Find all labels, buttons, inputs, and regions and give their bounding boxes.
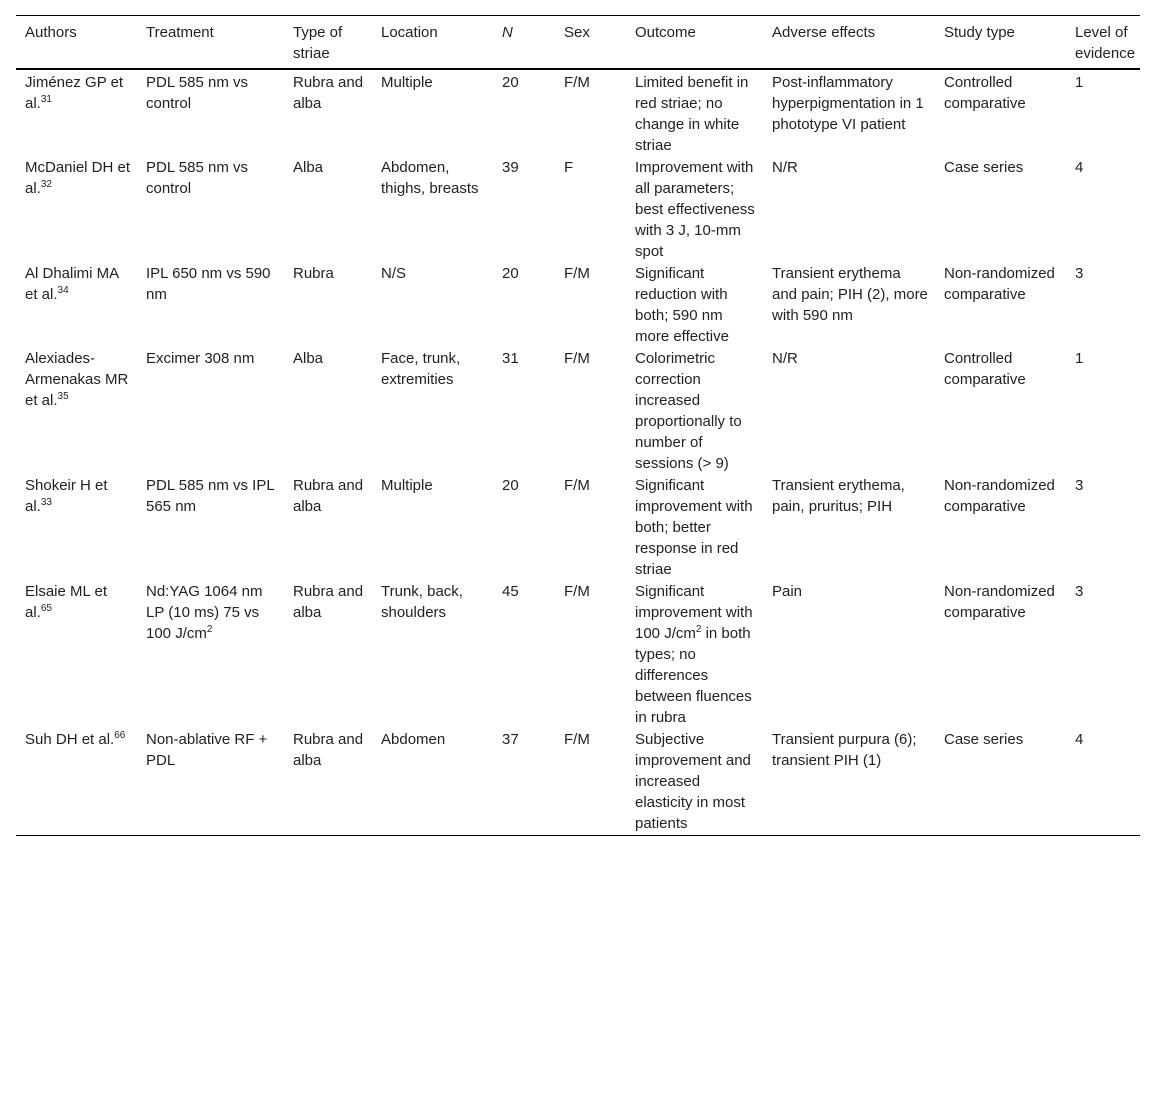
cell-type: Rubra <box>293 265 334 282</box>
cell-treatment: IPL 650 nm vs 590 nm <box>146 265 271 303</box>
cell-type: Alba <box>293 350 324 367</box>
cell-location: Multiple <box>381 477 433 494</box>
evidence-table <box>16 15 1140 836</box>
cell-outcome: Subjective improvement and increased elasticity in most patients <box>635 731 751 832</box>
cell-location: Abdomen, thighs, breasts <box>381 159 479 197</box>
outcome-text-continued: in both types; no differences between fluences in rubra <box>635 625 752 726</box>
cell-level: 3 <box>1075 583 1084 600</box>
cell-authors <box>16 263 137 348</box>
cell-level: 3 <box>1075 477 1084 494</box>
cell-adverse: N/R <box>772 350 798 367</box>
cell-n: 37 <box>502 731 519 748</box>
cell-study-type: Non-randomized comparative <box>944 265 1055 303</box>
cell-adverse: N/R <box>772 159 798 176</box>
table-row <box>16 729 1140 836</box>
cell-adverse: Transient erythema, pain, pruritus; PIH <box>772 477 905 515</box>
author-text: Suh DH et al. <box>25 731 115 748</box>
cell-authors <box>16 157 137 263</box>
cell-n: 45 <box>502 583 519 600</box>
cell-type: Rubra and alba <box>293 583 364 621</box>
reference-number: 31 <box>40 94 52 105</box>
header-adverse: Adverse effects <box>772 24 876 41</box>
cell-sex: F/M <box>564 350 590 367</box>
table-row <box>16 69 1140 157</box>
cell-n: 20 <box>502 74 519 91</box>
cell-outcome: Colorimetric correction increased proportionally to number of sessions (> 9) <box>635 350 742 472</box>
cell-type: Rubra and alba <box>293 74 364 112</box>
cell-level: 4 <box>1075 731 1084 748</box>
cell-sex: F/M <box>564 265 590 282</box>
header-treatment: Treatment <box>146 24 214 41</box>
header-location: Location <box>381 24 438 41</box>
treatment-text: Nd:YAG 1064 nm LP (10 ms) 75 vs 100 J/cm <box>146 583 263 642</box>
cell-location: Trunk, back, shoulders <box>381 583 463 621</box>
cell-adverse: Post-inflammatory hyperpigmentation in 1 phototype VI patient <box>772 74 924 133</box>
cell-outcome: Significant improvement with both; better response in red striae <box>635 477 753 578</box>
table-row <box>16 157 1140 263</box>
cell-location: Face, trunk, extremities <box>381 350 461 388</box>
cell-level: 1 <box>1075 350 1084 367</box>
cell-n: 39 <box>502 159 519 176</box>
header-type: Type of striae <box>293 24 343 62</box>
reference-number: 66 <box>114 730 126 741</box>
cell-n: 31 <box>502 350 519 367</box>
cell-authors <box>16 475 137 581</box>
author-text: Elsaie ML et al. <box>25 583 107 621</box>
author-text: McDaniel DH et al. <box>25 159 131 197</box>
unit-exponent: 2 <box>206 624 213 635</box>
header-outcome: Outcome <box>635 24 696 41</box>
cell-treatment: Excimer 308 nm <box>146 350 255 367</box>
outcome-text: Significant improvement with 100 J/cm <box>635 583 753 642</box>
cell-treatment: Non-ablative RF + PDL <box>146 731 268 769</box>
cell-location: Multiple <box>381 74 433 91</box>
cell-study-type: Non-randomized comparative <box>944 477 1055 515</box>
unit-exponent: 2 <box>695 624 702 635</box>
table-row <box>16 263 1140 348</box>
cell-n: 20 <box>502 265 519 282</box>
cell-study-type: Controlled comparative <box>944 74 1026 112</box>
author-text: Jiménez GP et al. <box>25 74 124 112</box>
reference-number: 33 <box>40 497 52 508</box>
reference-number: 32 <box>40 179 52 190</box>
reference-number: 34 <box>57 285 69 296</box>
cell-study-type: Non-randomized comparative <box>944 583 1055 621</box>
cell-treatment: PDL 585 nm vs control <box>146 74 248 112</box>
cell-outcome: Limited benefit in red striae; no change in white striae <box>635 74 749 154</box>
reference-number: 65 <box>40 603 52 614</box>
cell-sex: F/M <box>564 583 590 600</box>
cell-level: 4 <box>1075 159 1084 176</box>
author-text: Al Dhalimi MA et al. <box>25 265 119 303</box>
cell-outcome <box>626 581 763 729</box>
cell-adverse: Transient erythema and pain; PIH (2), more with 590 nm <box>772 265 928 324</box>
table-row <box>16 475 1140 581</box>
cell-adverse: Transient purpura (6); transient PIH (1) <box>772 731 917 769</box>
cell-study-type: Case series <box>944 159 1024 176</box>
table-row <box>16 348 1140 475</box>
cell-sex: F/M <box>564 477 590 494</box>
cell-treatment <box>137 581 284 729</box>
header-sex: Sex <box>564 24 590 41</box>
cell-type: Rubra and alba <box>293 731 364 769</box>
header-study-type: Study type <box>944 24 1015 41</box>
cell-type: Rubra and alba <box>293 477 364 515</box>
cell-n: 20 <box>502 477 519 494</box>
cell-location: N/S <box>381 265 407 282</box>
reference-number: 35 <box>57 391 69 402</box>
table-row <box>16 581 1140 729</box>
cell-type: Alba <box>293 159 324 176</box>
cell-sex: F/M <box>564 731 590 748</box>
cell-authors <box>16 348 137 475</box>
cell-treatment: PDL 585 nm vs control <box>146 159 248 197</box>
cell-level: 3 <box>1075 265 1084 282</box>
cell-sex: F <box>564 159 574 176</box>
header-n: N <box>502 24 513 41</box>
cell-authors <box>16 69 137 157</box>
header-level: Level of evidence <box>1075 24 1136 62</box>
header-row <box>16 16 1140 70</box>
cell-study-type: Case series <box>944 731 1024 748</box>
cell-level: 1 <box>1075 74 1084 91</box>
cell-treatment: PDL 585 nm vs IPL 565 nm <box>146 477 275 515</box>
header-authors: Authors <box>25 24 77 41</box>
cell-outcome: Improvement with all parameters; best effectiveness with 3 J, 10-mm spot <box>635 159 755 260</box>
author-text: Alexiades-Armenakas MR et al. <box>25 350 129 409</box>
cell-adverse: Pain <box>772 583 803 600</box>
cell-study-type: Controlled comparative <box>944 350 1026 388</box>
cell-sex: F/M <box>564 74 590 91</box>
cell-outcome: Significant reduction with both; 590 nm more effective <box>635 265 729 345</box>
cell-authors <box>16 729 137 836</box>
cell-location: Abdomen <box>381 731 446 748</box>
author-text: Shokeir H et al. <box>25 477 108 515</box>
cell-authors <box>16 581 137 729</box>
